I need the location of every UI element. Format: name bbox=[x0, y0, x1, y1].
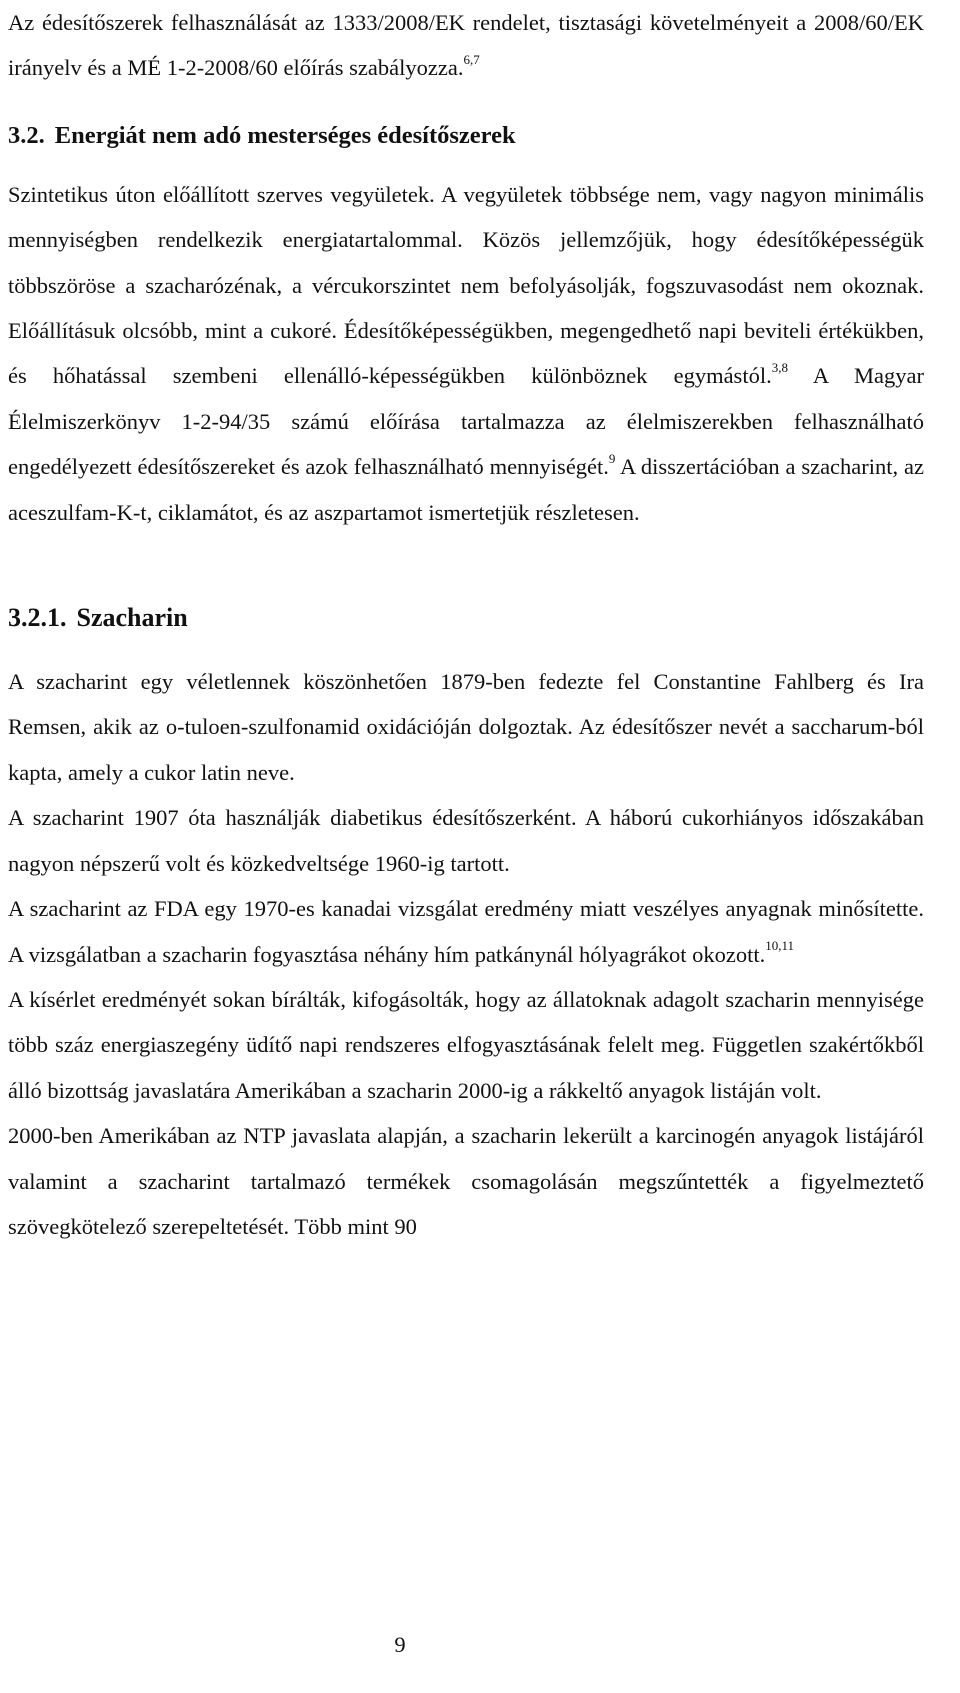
section-body-text-1: Szintetikus úton előállított szerves vegyületek. A vegyületek többsége nem, vagy nagyon minimális mennyiségben rendelkezik energiatartalommal. Közös jellemzőjük, hogy édesítőképességük többszöröse a szacharózénak, a vércukorszintet nem befolyásolják, fogszuvasodást nem okoznak. Előállításuk olcsóbb, mint a cukoré. Édesítőképességükben, megengedhető napi beviteli értékükben, és hőhatással szembeni ellenálló-képességükben különböznek egymástól. bbox=[8, 181, 924, 389]
footnote-ref: 10,11 bbox=[765, 938, 795, 953]
intro-paragraph bbox=[8, 0, 924, 91]
footnote-ref: 9 bbox=[608, 450, 616, 466]
subsection-heading bbox=[8, 577, 924, 659]
footnote-ref: 3,8 bbox=[771, 359, 788, 375]
intro-text: Az édesítőszerek felhasználását az 1333/2008/EK rendelet, tisztasági követelményeit a 2008/60/EK irányelv és a MÉ 1-2-2008/60 előírás szabályozza. bbox=[8, 10, 924, 81]
footnote-ref: 6,7 bbox=[463, 51, 480, 67]
paragraph-history: A szacharint 1907 óta használják diabetikus édesítőszerként. A háború cukorhiányos időszakában nagyon népszerű volt és közkedveltsége 1960-ig tartott. bbox=[8, 805, 924, 876]
section-body-text-3: A disszertációban a szacharint, az aceszulfam-K-t, ciklamátot, és az aszpartamot ismertetjük részletesen. bbox=[8, 454, 924, 525]
section-title: Energiát nem adó mesterséges édesítőszerek bbox=[54, 122, 516, 150]
section-number: 3.2. bbox=[8, 122, 45, 150]
section-heading bbox=[8, 101, 924, 172]
subsection-title: Szacharin bbox=[76, 603, 188, 633]
paragraph-fda bbox=[8, 886, 924, 977]
subsection-number: 3.2.1. bbox=[8, 603, 67, 633]
paragraph-discovery: A szacharint egy véletlennek köszönhetően 1879-ben fedezte fel Constantine Fahlberg és Ira Remsen, akik az o-tuloen-szulfonamid oxidációján dolgoztak. Az édesítőszer nevét a saccharum-ból kapta, amely a cukor latin neve. bbox=[8, 669, 924, 785]
section-body-paragraph bbox=[8, 172, 924, 535]
paragraph-fda-text: A szacharint az FDA egy 1970-es kanadai vizsgálat eredmény miatt veszélyes anyagnak minősítette. A vizsgálatban a szacharin fogyasztása néhány hím patkánynál hólyagrákot okozott. bbox=[8, 896, 924, 967]
paragraph-criticism: A kísérlet eredményét sokan bírálták, kifogásolták, hogy az állatoknak adagolt szacharin mennyisége több száz energiaszegény üdítő napi rendszeres elfogyasztásának felelt meg. Független szakértőkből álló bizottság javaslatára Amerikában a szacharin 2000-ig a rákkeltő anyagok listáján volt. bbox=[8, 986, 924, 1103]
section-body-text-2: A Magyar Élelmiszerkönyv 1-2-94/35 számú előírása tartalmazza az élelmiszerekben felhasználható engedélyezett édesítőszereket és azok felhasználható mennyiségét. bbox=[8, 363, 925, 480]
page-number: 9 bbox=[394, 1632, 406, 1657]
paragraph-ntp: 2000-ben Amerikában az NTP javaslata alapján, a szacharin lekerült a karcinogén anyagok listájáról valamint a szacharint tartalmazó termékek csomagolásán megszűntették a figyelmeztető szövegkötelező szerepeltetését. Több mint 90 bbox=[8, 1123, 924, 1239]
